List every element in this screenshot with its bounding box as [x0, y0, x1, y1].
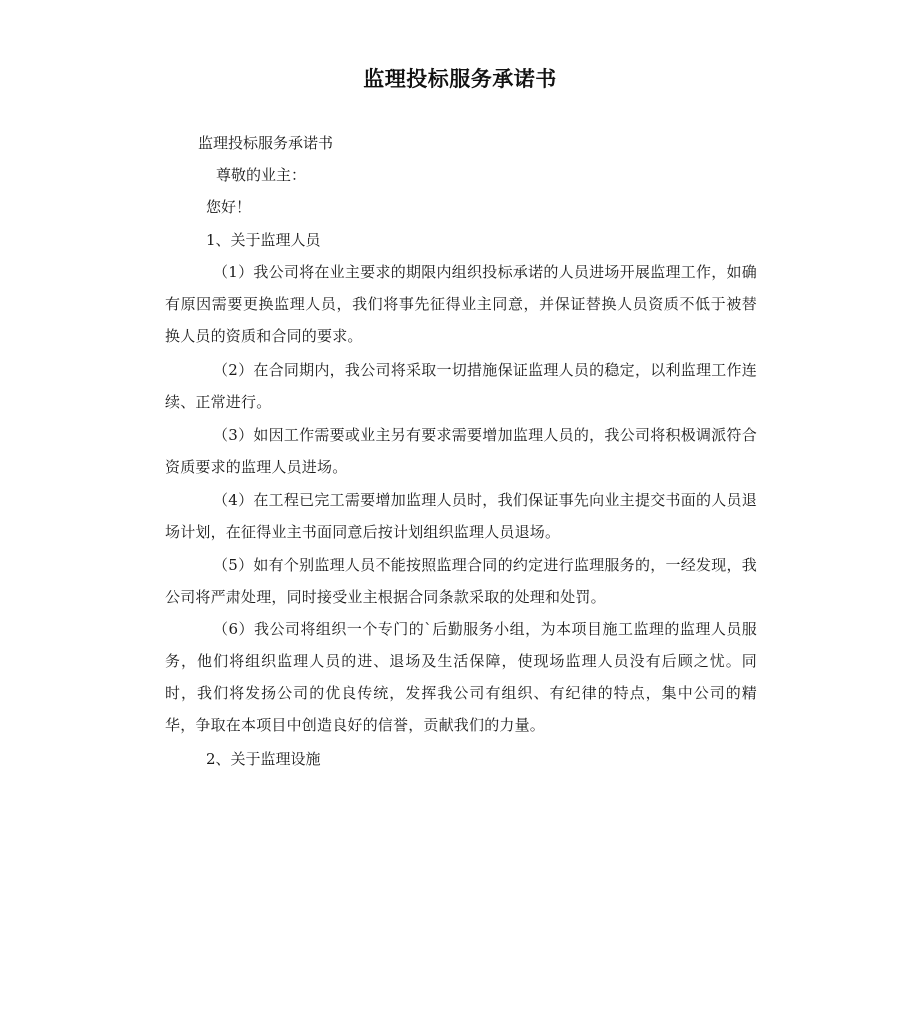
paragraph-5: （5）如有个别监理人员不能按照监理合同的约定进行监理服务的，一经发现，我公司将严肃处理，同时接受业主根据合同条款采取的处理和处罚。 — [165, 556, 757, 606]
paragraph-3: （3）如因工作需要或业主另有要求需要增加监理人员的，我公司将积极调派符合资质要求的监理人员进场。 — [165, 426, 757, 476]
paragraph-2: （2）在合同期内，我公司将采取一切措施保证监理人员的稳定，以利监理工作连续、正常进行。 — [165, 361, 757, 411]
document-subtitle: 监理投标服务承诺书 — [198, 134, 334, 152]
section-heading-facilities: 2、关于监理设施 — [206, 750, 321, 768]
paragraph-1: （1）我公司将在业主要求的期限内组织投标承诺的人员进场开展监理工作，如确有原因需要更换监理人员，我们将事先征得业主同意，并保证替换人员资质不低于被替换人员的资质和合同的要求。 — [165, 263, 757, 345]
paragraph-6: （6）我公司将组织一个专门的`后勤服务小组，为本项目施工监理的监理人员服务，他们将组织监理人员的进、退场及生活保障，使现场监理人员没有后顾之忧。同时，我们将发扬公司的优良传统，发挥我公司有组织、有纪律的特点，集中公司的精华，争取在本项目中创造良好的信誉，贡献我们的力量。 — [165, 620, 757, 734]
greeting: 您好！ — [206, 198, 252, 216]
paragraph-4: （4）在工程已完工需要增加监理人员时，我们保证事先向业主提交书面的人员退场计划，在征得业主书面同意后按计划组织监理人员退场。 — [165, 491, 757, 541]
document-title: 监理投标服务承诺书 — [363, 67, 557, 91]
section-heading-personnel: 1、关于监理人员 — [206, 231, 321, 249]
salutation: 尊敬的业主： — [216, 166, 307, 184]
